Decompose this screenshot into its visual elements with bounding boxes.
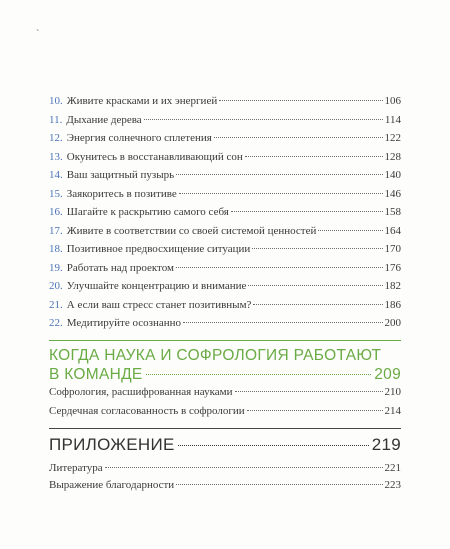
entry-page: 186 xyxy=(384,298,401,311)
section-rule-green xyxy=(49,340,401,341)
toc-entry-17[interactable] xyxy=(49,225,401,241)
entry-number: 22. xyxy=(49,317,63,329)
entry-title: Ваш защитный пузырь xyxy=(66,169,175,181)
section-rule-dark xyxy=(49,428,401,429)
dot-leader xyxy=(176,484,382,485)
entry-page: 170 xyxy=(384,243,401,255)
dot-leader xyxy=(179,193,383,194)
entry-number: 20. xyxy=(49,280,63,292)
entry-number: 21. xyxy=(49,298,63,311)
entry-number: 14. xyxy=(49,169,63,181)
entry-number: 15. xyxy=(49,187,63,200)
entry-title: Энергия солнечного сплетения xyxy=(66,132,212,144)
section-appendix-heading[interactable] xyxy=(49,435,401,455)
toc-entry-18[interactable] xyxy=(49,243,401,259)
dot-leader xyxy=(235,391,383,392)
dot-leader xyxy=(253,304,382,305)
dot-leader xyxy=(245,156,383,157)
entry-page: 114 xyxy=(384,113,401,126)
entry-page: 223 xyxy=(384,479,401,491)
entry-title: А если ваш стресс станет позитивным? xyxy=(66,298,252,311)
section-appendix-title: ПРИЛОЖЕНИЕ xyxy=(49,435,175,454)
entry-page: 122 xyxy=(384,132,401,144)
dot-leader xyxy=(183,322,382,323)
toc-entry-appendix-1[interactable] xyxy=(49,462,401,478)
entry-number: 17. xyxy=(49,224,63,237)
toc-entry-science-2[interactable] xyxy=(49,405,401,421)
entry-page: 210 xyxy=(384,386,401,398)
entry-title: Заякоритесь в позитиве xyxy=(66,187,177,200)
section-science-page: 209 xyxy=(374,366,401,383)
dot-leader xyxy=(248,285,382,286)
entry-title: Шагайте к раскрытию самого себя xyxy=(66,206,229,218)
toc-entry-science-1[interactable] xyxy=(49,386,401,402)
entry-number: 12. xyxy=(49,132,63,144)
entry-title: Улучшайте концентрацию и внимание xyxy=(66,280,247,292)
toc-entry-16[interactable] xyxy=(49,206,401,222)
corner-mark: ` xyxy=(36,29,40,40)
dot-leader xyxy=(105,467,383,468)
dot-leader xyxy=(247,410,383,411)
entry-page: 140 xyxy=(384,169,401,181)
dot-leader xyxy=(231,211,383,212)
entry-page: 146 xyxy=(384,187,401,200)
entry-number: 10. xyxy=(49,95,63,107)
toc-entry-11[interactable] xyxy=(49,114,401,130)
entry-title: Позитивное предвосхищение ситуации xyxy=(66,243,251,255)
toc-entry-12[interactable] xyxy=(49,132,401,148)
entry-title: Литература xyxy=(49,462,103,474)
section-science-title-line1: КОГДА НАУКА И СОФРОЛОГИЯ РАБОТАЮТ xyxy=(49,347,382,364)
entry-title: Сердечная согласованность в софрологии xyxy=(49,405,245,417)
dot-leader xyxy=(214,137,383,138)
entry-page: 106 xyxy=(384,95,401,107)
section-science-heading[interactable] xyxy=(49,346,401,384)
entry-number: 13. xyxy=(49,150,63,163)
entry-number: 19. xyxy=(49,261,63,274)
dot-leader xyxy=(144,119,383,120)
entry-number: 16. xyxy=(49,206,63,218)
entry-page: 176 xyxy=(384,261,401,274)
toc-entry-10[interactable] xyxy=(49,95,401,111)
entry-page: 164 xyxy=(384,224,401,237)
toc-entry-19[interactable] xyxy=(49,262,401,278)
entry-title: Живите в соответствии со своей системой ценностей xyxy=(66,224,317,237)
toc-entry-21[interactable] xyxy=(49,299,401,315)
entry-number: 18. xyxy=(49,243,63,255)
toc-entry-13[interactable] xyxy=(49,151,401,167)
entry-title: Медитируйте осознанно xyxy=(66,317,182,329)
dot-leader xyxy=(219,100,382,101)
dot-leader xyxy=(176,174,382,175)
dot-leader xyxy=(318,230,382,231)
entry-page: 128 xyxy=(384,150,401,163)
entry-number: 11. xyxy=(49,113,63,126)
entry-page: 200 xyxy=(384,317,401,329)
entry-page: 158 xyxy=(384,206,401,218)
toc-entry-14[interactable] xyxy=(49,169,401,185)
entry-title: Софрология, расшифрованная науками xyxy=(49,386,233,398)
toc-entry-20[interactable] xyxy=(49,280,401,296)
toc-entry-appendix-2[interactable] xyxy=(49,479,401,495)
dot-leader xyxy=(178,445,369,446)
entry-title: Выражение благодарности xyxy=(49,479,175,491)
dot-leader xyxy=(252,248,382,249)
entry-title: Дыхание дерева xyxy=(66,113,142,126)
entry-page: 221 xyxy=(384,462,401,474)
entry-page: 214 xyxy=(384,405,401,417)
entry-title: Окунитесь в восстанавливающий сон xyxy=(66,150,243,163)
entry-title: Живите красками и их энергией xyxy=(66,95,218,107)
toc-entry-22[interactable] xyxy=(49,317,401,333)
section-appendix-page: 219 xyxy=(371,435,401,454)
dot-leader xyxy=(146,374,372,375)
dot-leader xyxy=(176,267,383,268)
entry-title: Работать над проектом xyxy=(66,261,174,274)
entry-page: 182 xyxy=(384,280,401,292)
toc-entry-15[interactable] xyxy=(49,188,401,204)
section-science-title-line2: В КОМАНДЕ xyxy=(49,366,143,383)
